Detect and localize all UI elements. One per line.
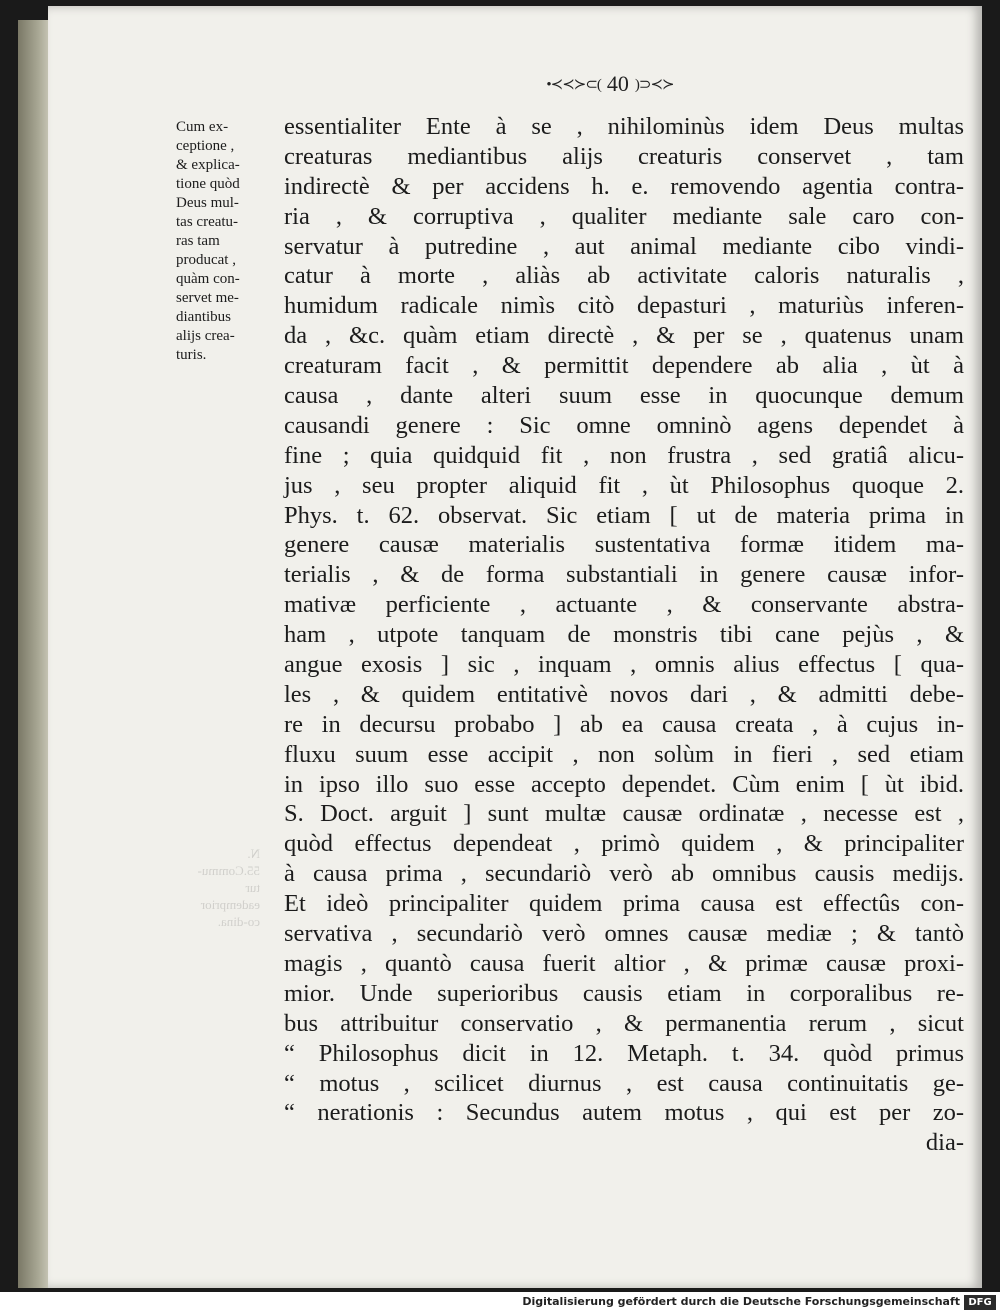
text-line: S. Doct. arguit ] sunt multæ causæ ordinatæ , necesse est ,: [284, 800, 964, 828]
show-through-line: tur eadem: [226, 880, 260, 912]
margin-note-line: producat ,: [176, 252, 236, 268]
footer-bar: [0, 1292, 1000, 1314]
text-line: Phys. t. 62. observat. Sic etiam [ ut de materia prima in: [284, 501, 964, 529]
text-line: causandi genere : Sic omne omninò agens dependet à: [284, 411, 964, 439]
text-line: indirectè & per accidens h. e. removendo agentia contra-: [284, 172, 964, 200]
margin-note-line: Deus mul-: [176, 195, 239, 211]
margin-note-line: diantibus: [176, 309, 231, 325]
text-line: creaturas mediantibus alijs creaturis conservet , tam: [284, 142, 964, 170]
margin-note-line: quàm con-: [176, 271, 240, 287]
text-line: ham , utpote tanquam de monstris tibi cane pejùs , &: [284, 621, 964, 649]
margin-note-line: Cum ex-: [176, 119, 229, 135]
show-through-text: [190, 845, 260, 930]
text-line: re in decursu probabo ] ab ea causa creata , à cujus in-: [284, 710, 964, 738]
page-number: 40: [606, 71, 629, 96]
show-through-line: dina.: [217, 914, 244, 929]
dfg-logo: DFG: [964, 1295, 996, 1310]
show-through-line: prior co-: [200, 897, 260, 929]
text-line: “ motus , scilicet diurnus , est causa continuitatis ge-: [284, 1069, 964, 1097]
text-line: les , & quidem entitativè novos dari , & admitti debe-: [284, 680, 964, 708]
page-edge: [18, 20, 52, 1288]
margin-note-line: tas creatu-: [176, 214, 239, 230]
text-line: dia-: [925, 1129, 964, 1157]
page-header: [510, 66, 710, 102]
text-line: da , &c. quàm etiam directè , & per se , quatenus unam: [284, 322, 964, 350]
margin-note-line: turis.: [176, 347, 207, 363]
margin-note-line: ceptione ,: [176, 138, 235, 154]
show-through-line: Commu-: [197, 863, 244, 878]
text-line: fine ; quia quidquid fit , non frustra , sed gratiâ alicu-: [284, 441, 964, 469]
body-text: [284, 112, 964, 1158]
text-line: essentialiter Ente à se , nihilominùs idem Deus multas: [284, 113, 964, 140]
text-line: creaturam facit , & permittit dependere ab alia , ùt à: [284, 352, 964, 380]
text-line: à causa prima , secundariò verò ab omnibus causis medijs.: [284, 860, 964, 888]
text-line: in ipso illo suo esse accepto dependet. Cùm enim [ ùt ibid.: [284, 770, 964, 798]
text-line: servativa , secundariò verò omnes causæ mediæ ; & tantò: [284, 920, 964, 948]
text-line: catur à morte , aliàs ab activitate caloris naturalis ,: [284, 262, 964, 290]
text-line: bus attribuitur conservatio , & permanentia rerum , sicut: [284, 1009, 964, 1037]
footer-credit: Digitalisierung gefördert durch die Deutsche Forschungsgemeinschaft: [522, 1295, 960, 1308]
text-line: “ nerationis : Secundus autem motus , qui est per zo-: [284, 1099, 964, 1127]
text-line: causa , dante alteri suum esse in quocunque demum: [284, 382, 964, 410]
text-line: humidum radicale nimìs citò depasturi , maturiùs inferen-: [284, 292, 964, 320]
margin-note-line: servet me-: [176, 290, 239, 306]
margin-note-line: tione quòd: [176, 176, 240, 192]
show-through-line: N. 55.: [243, 846, 260, 878]
text-line: servatur à putredine , aut animal mediante cibo vindi-: [284, 232, 964, 260]
header-ornament-left: •≺≺≻⊂(: [546, 76, 601, 93]
text-line: ria , & corruptiva , qualiter mediante sale caro con-: [284, 202, 964, 230]
margin-note-line: alijs crea-: [176, 328, 235, 344]
text-line: mativæ perficiente , actuante , & conservante abstra-: [284, 591, 964, 619]
text-line: angue exosis ] sic , inquam , omnis alius effectus [ qua-: [284, 651, 964, 679]
text-line: Et ideò principaliter quidem prima causa est effectûs con-: [284, 890, 964, 918]
margin-note-line: & explica-: [176, 157, 240, 173]
text-line: jus , seu propter aliquid fit , ùt Philosophus quoque 2.: [284, 471, 964, 499]
text-line: mior. Unde superioribus causis etiam in corporalibus re-: [284, 979, 964, 1007]
text-line: “ Philosophus dicit in 12. Metaph. t. 34. quòd primus: [284, 1039, 964, 1067]
text-line: terialis , & de forma substantiali in genere causæ infor-: [284, 561, 964, 589]
text-line: genere causæ materialis sustentativa formæ itidem ma-: [284, 531, 964, 559]
header-ornament-right: )⊃≺≻: [634, 76, 674, 93]
text-line: fluxu suum esse accipit , non solùm in fieri , sed etiam: [284, 740, 964, 768]
margin-note: [176, 118, 268, 365]
text-line: quòd effectus dependeat , primò quidem , & principaliter: [284, 830, 964, 858]
margin-note-line: ras tam: [176, 233, 220, 249]
text-line: magis , quantò causa fuerit altior , & primæ causæ proxi-: [284, 949, 964, 977]
